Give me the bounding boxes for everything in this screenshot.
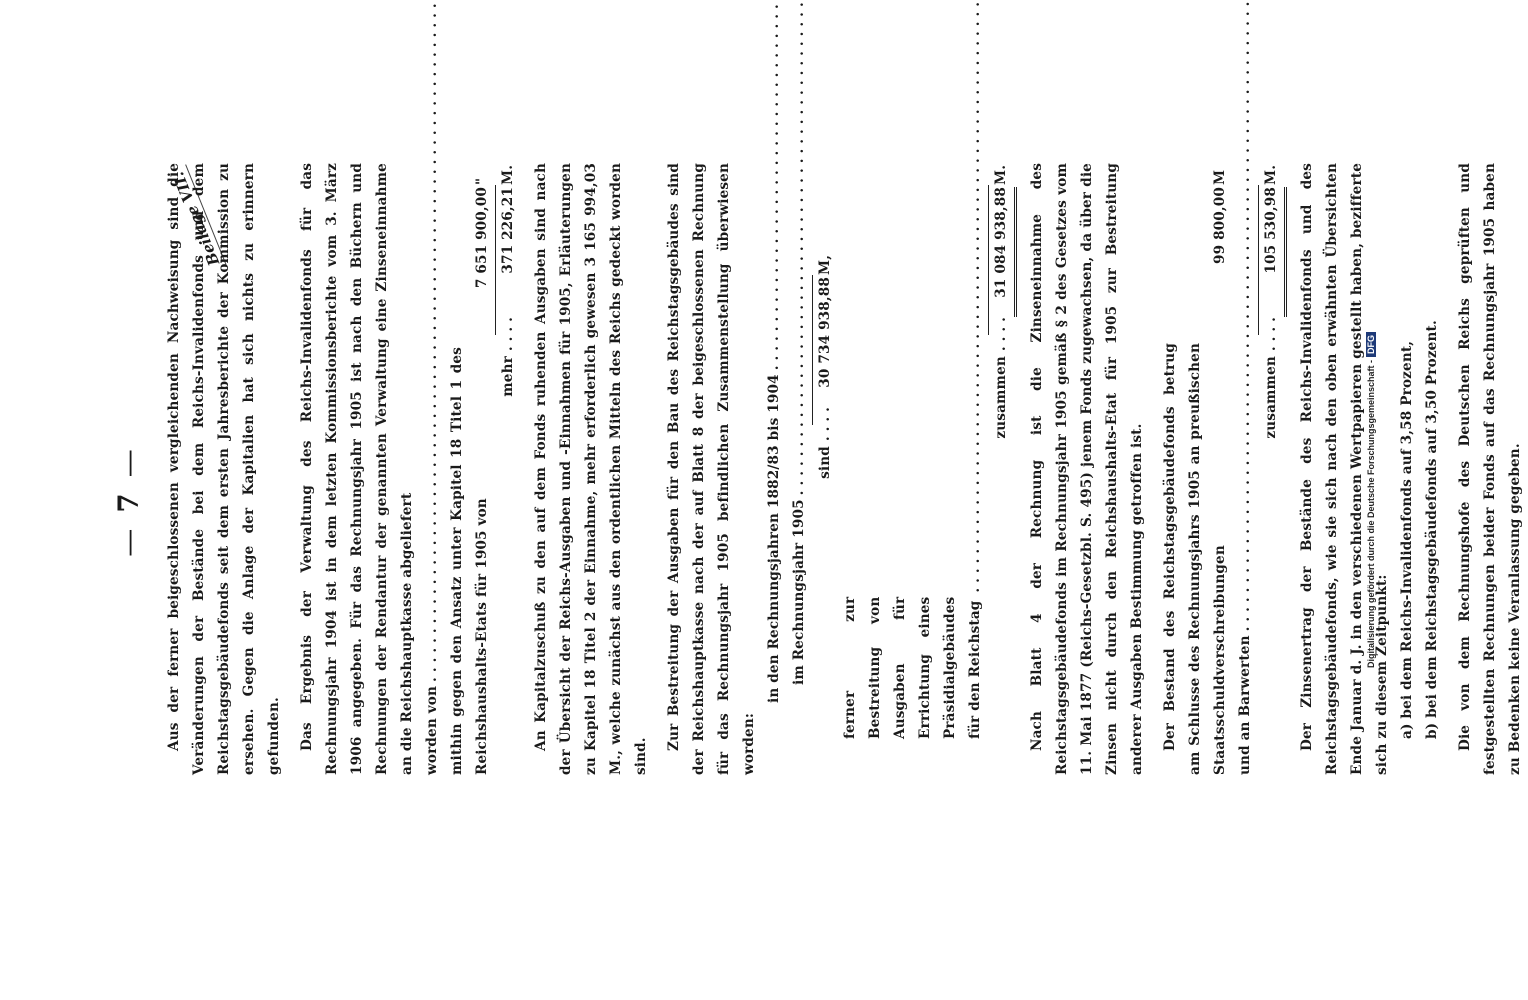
paragraph-2: Das Ergebnis der Verwaltung des Reichs-Invalidenfonds für das Rechnungsjahr 1904 ist in dem letzten Kommissionsberichte vom 3. März 1906 angegeben. Für das Rechnungsjahr 1905 ist nach den Büchern und Rechnungen der Rendantur der genannten Verwaltung eine Zinseneinnahme an die Reichshauptkasse abgeliefert <box>299 163 415 775</box>
paragraph-5: Nach Blatt 4 der Rechnung ist die Zinseneinnahme des Reichstagsgebäudefonds im Rechnungsjahr 1905 gemäß § 2 des Gesetzes vom 11. Mai 1877 (Reichs-Gesetzbl. S. 495) jenem Fonds zugewachsen, da über die Zinsen nicht durch den Reichshaushalts-Etat für 1905 zur Bestreitung anderer Ausgaben Bestimmung getroffen ist. <box>1029 163 1145 775</box>
paragraph-1: Aus der ferner beigeschlossenen vergleichenden Nachweisung sind die Veränderungen der Bestände bei dem Reichs-Invalidenfonds und dem Reichstagsgebäudefonds seit dem ersten Jahresberichte der Kommission zu ersehen. Gegen die Anlage der Kapitalien hat sich nichts zu erinnern gefunden. <box>166 163 282 775</box>
paragraph-4: Zur Bestreitung der Ausgaben für den Bau des Reichstagsgebäudes sind der Reichshauptkasse nach der auf Blatt 8 der beigeschlossenen Rechnung für das Rechnungsjahr 1905 befindlichen Zusammenstellung überwiesen worden: <box>666 163 757 775</box>
amount-row: ferner zur Bestreitung von Ausgaben für Errichtung eines Präsidialgebäudes für den Reichstag . . . <box>838 163 988 775</box>
list-item: a) bei dem Reichs-Invalidenfonds auf 3,58 Prozent, <box>1399 340 1415 739</box>
amount-row: in den Rechnungsjahren 1882/83 bis 1904 . . . <box>762 163 787 775</box>
dfg-logo: DFG <box>1366 332 1376 357</box>
page-number: 7 <box>112 487 145 513</box>
amount-row: worden von . . . <box>420 163 445 775</box>
amount-row: sind . . . . 30 734 938,88 M, <box>817 254 833 479</box>
paragraph-8: Die von dem Rechnungshofe des Deutschen Reichs geprüften und festgestellten Rechnungen beider Fonds auf das Rechnungsjahr 1905 haben zu Bedenken keine Veranlassung gegeben. <box>1457 163 1523 775</box>
amount-row: im Rechnungsjahr 1905 . . . <box>787 163 812 775</box>
paragraph-7: Der Zinsenertrag der Bestände des Reichs-Invalidenfonds und des Reichstagsgebäudefonds, wie sie sich nach den oben erwähnten Übersichten Ende Januar d. J. in den verschiedenen Wertpapieren gestellt haben, bezifferte sich zu diesem Zeitpunkt: <box>1299 163 1390 775</box>
paragraph-6: Der Bestand des Reichstagsgebäudefonds betrug am Schlusse des Rechnungsjahrs 1905 an preußischen Staatsschuldverschreibungen <box>1162 343 1228 775</box>
amount-row: zusammen . . . . 105 530,98 M. <box>1259 163 1287 775</box>
beilage-label: Beilage VII. <box>168 165 227 272</box>
amount-row: 99 800,00 M <box>1212 169 1228 265</box>
page-header: —7— <box>112 443 145 557</box>
amount-row: und an Barwerten . . . <box>1233 163 1258 775</box>
amount-row: mehr . . . . 371 226,21 M. <box>500 164 516 397</box>
list-item: b) bei dem Reichstagsgebäudefonds auf 3,50 Prozent. <box>1424 320 1440 739</box>
paragraph-3: An Kapitalzuschuß zu den auf dem Fonds ruhenden Ausgaben sind nach der Übersicht der Reichs-Ausgaben und -Einnahmen für 1905, Erläuterungen zu Kapitel 18 Titel 2 der Einnahme, mehr erforderlich gewesen 3 165 994,03 M., welche zunächst aus den ordentlichen Mitteln des Reichs gedeckt worden sind. <box>533 163 649 775</box>
footer-text: Digitalisierung gefördert durch die Deutsche Forschungsgemeinschaft - <box>1366 359 1376 669</box>
document-body <box>162 163 1528 775</box>
digitization-footer <box>1366 0 1376 1000</box>
amount-row: zusammen . . . . 31 084 938,88 M. <box>989 163 1017 775</box>
amount-row: mithin gegen den Ansatz unter Kapitel 18 Titel 1 des Reichshaushalts-Etats für 1905 von 7 651 900,00 " <box>449 177 490 775</box>
